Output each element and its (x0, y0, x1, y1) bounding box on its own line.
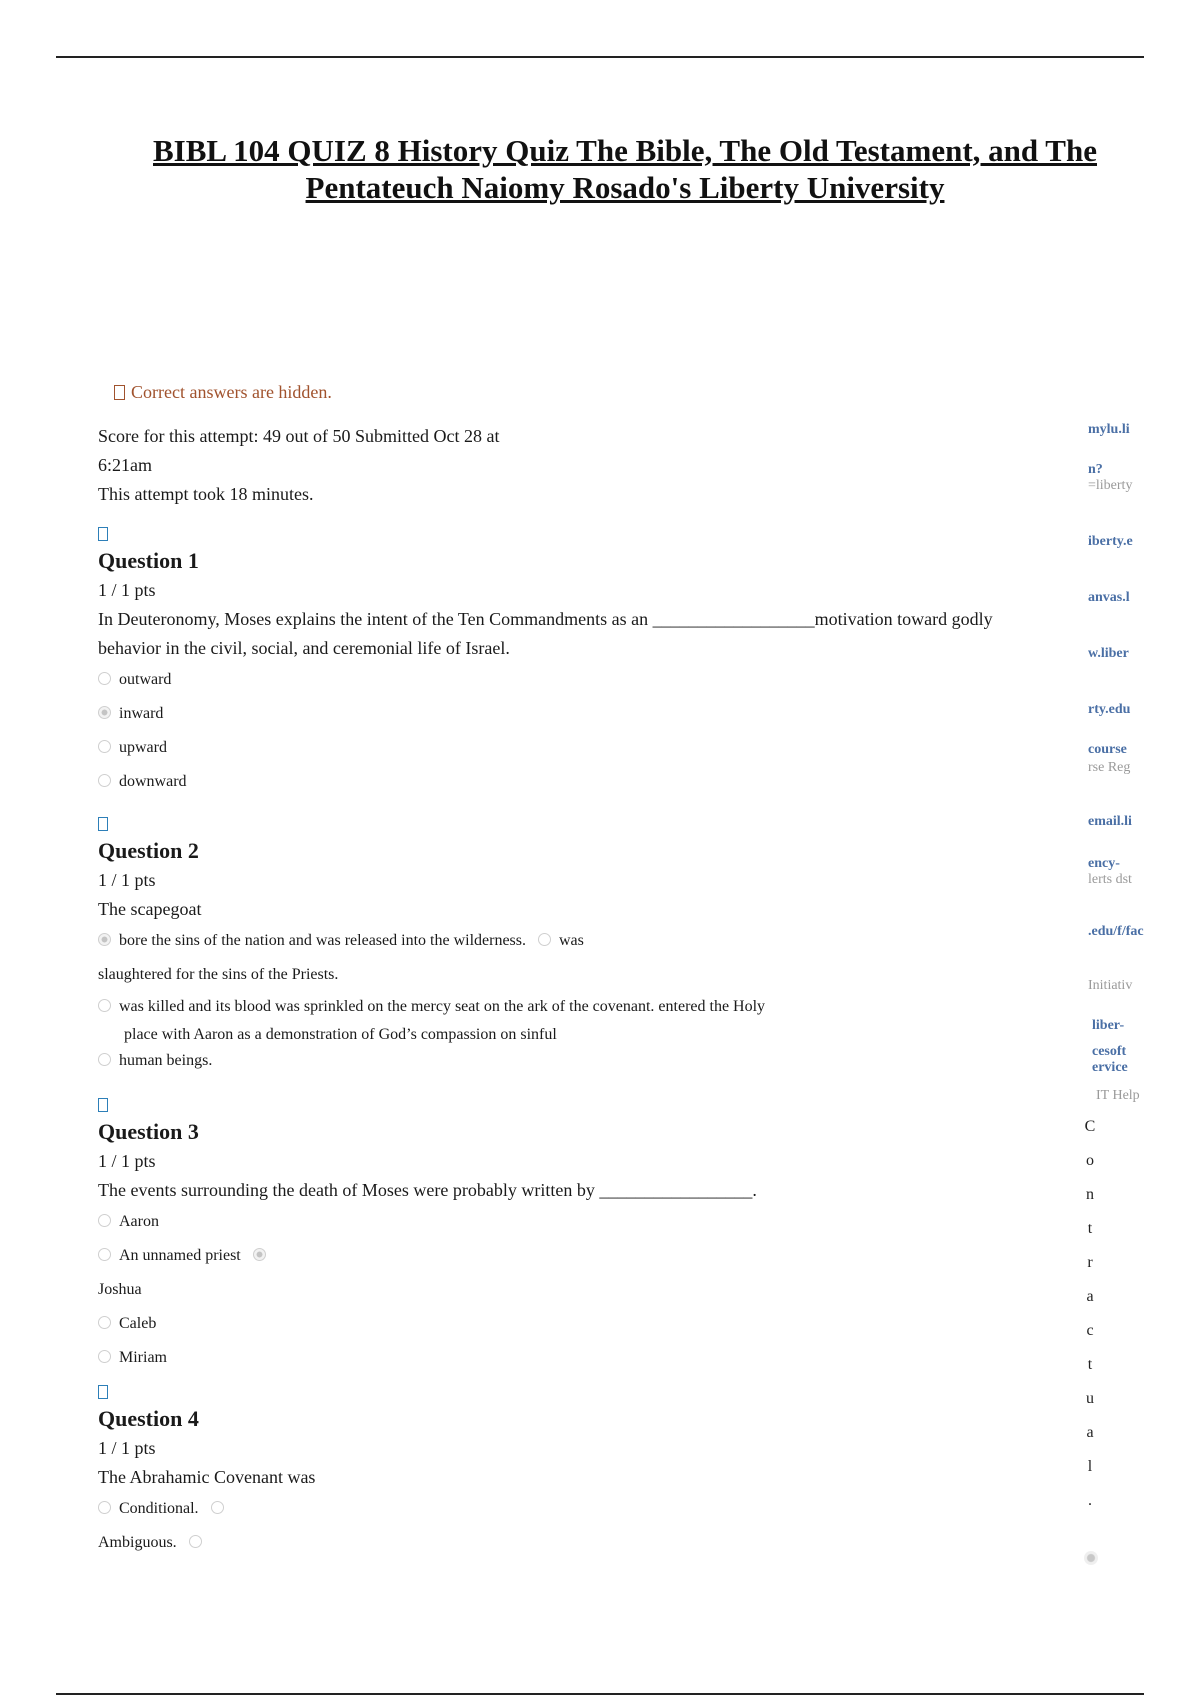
radio-button[interactable] (98, 1214, 111, 1227)
sidebar-link-text: Initiativ (1088, 978, 1133, 993)
answer-choice[interactable]: was killed and its blood was sprinkled on the mercy seat on the ark of the covenant. entered the Holy (98, 992, 998, 1022)
answer-choice-row: bore the sins of the nation and was released into the wilderness. was (98, 924, 998, 958)
question-1 (98, 527, 998, 799)
score-summary (98, 422, 998, 509)
answer-choice[interactable]: inward (98, 697, 998, 731)
sidebar-link[interactable]: rty.edu (1088, 702, 1131, 717)
answer-choice-row: Conditional. (98, 1492, 998, 1526)
radio-button[interactable] (98, 1501, 111, 1514)
question-flag-icon[interactable] (98, 1385, 108, 1399)
answer-choice-label: Joshua (98, 1281, 142, 1298)
sidebar-link-text: lerts dst (1088, 872, 1132, 887)
sidebar-link[interactable]: course (1088, 742, 1127, 757)
question-points: 1 / 1 pts (98, 1438, 156, 1458)
radio-button[interactable] (98, 1053, 111, 1066)
answer-choice-continuation: place with Aaron as a demonstration of God’s compassion on sinful (124, 1026, 557, 1043)
question-flag-icon[interactable] (98, 1098, 108, 1112)
question-title: Question 4 (98, 1406, 199, 1431)
radio-button[interactable] (98, 999, 111, 1012)
vertical-text: C o n t r a c t u a l . (1084, 1118, 1096, 1509)
question-prompt: The events surrounding the death of Moses were probably written by _________________. (98, 1180, 757, 1200)
sidebar-link[interactable]: liber- (1092, 1018, 1125, 1033)
sidebar-link[interactable]: iberty.e (1088, 534, 1133, 549)
top-rule (56, 56, 1144, 58)
question-title: Question 3 (98, 1119, 199, 1144)
sidebar-link[interactable]: w.liber (1088, 646, 1129, 661)
question-points: 1 / 1 pts (98, 1151, 156, 1171)
sidebar-link[interactable]: .edu/f/fac (1088, 924, 1144, 939)
sidebar-link-text: rse Reg (1088, 760, 1131, 775)
sidebar-link[interactable]: ency- (1088, 856, 1120, 871)
radio-button-selected[interactable] (1084, 1551, 1098, 1565)
sidebar-link-text: IT Help (1096, 1088, 1140, 1103)
answer-choice-continuation: slaughtered for the sins of the Priests. (98, 966, 339, 983)
answer-choice-row: Ambiguous. (98, 1526, 998, 1560)
question-prompt: In Deuteronomy, Moses explains the intent of the Ten Commandments as an __________________motivation toward godly behavior in the civil, social, and ceremonial life of Israel. (98, 609, 993, 658)
notice-text: Correct answers are hidden. (131, 382, 332, 402)
score-line: Score for this attempt: 49 out of 50 Submitted Oct 28 at 6:21am (98, 426, 500, 475)
sidebar-link[interactable]: ervice (1092, 1060, 1128, 1075)
document-title: BIBL 104 QUIZ 8 History Quiz The Bible, The Old Testament, and The Pentateuch Naiomy Rosado's Liberty University (153, 133, 1097, 205)
answer-choice[interactable]: Aaron (98, 1205, 998, 1239)
radio-button[interactable] (538, 933, 551, 946)
answer-choice[interactable]: upward (98, 731, 998, 765)
question-4 (98, 1385, 998, 1560)
question-3 (98, 1098, 998, 1375)
radio-button[interactable] (189, 1535, 202, 1548)
question-flag-icon[interactable] (98, 817, 108, 831)
answer-choice[interactable]: Caleb (98, 1307, 998, 1341)
quiz-content (98, 422, 998, 1560)
radio-button[interactable] (211, 1501, 224, 1514)
radio-button-selected[interactable] (98, 933, 111, 946)
question-points: 1 / 1 pts (98, 580, 156, 600)
sidebar-link-text: =liberty (1088, 478, 1133, 493)
radio-button[interactable] (98, 1316, 111, 1329)
question-title: Question 1 (98, 548, 199, 573)
bottom-rule (56, 1693, 1144, 1695)
info-icon (114, 385, 125, 400)
radio-button-selected[interactable] (253, 1248, 266, 1261)
question-title: Question 2 (98, 838, 199, 863)
answer-choice-row: An unnamed priest (98, 1239, 998, 1273)
radio-button[interactable] (98, 1350, 111, 1363)
sidebar-link[interactable]: cesoft (1092, 1044, 1127, 1059)
question-prompt: The scapegoat (98, 899, 202, 919)
radio-button[interactable] (98, 1248, 111, 1261)
answer-choice[interactable]: Miriam (98, 1341, 998, 1375)
sidebar-link[interactable]: n? (1088, 462, 1103, 477)
answer-choice[interactable]: downward (98, 765, 998, 799)
radio-button[interactable] (98, 672, 111, 685)
sidebar-link[interactable]: mylu.li (1088, 422, 1130, 437)
question-flag-icon[interactable] (98, 527, 108, 541)
question-points: 1 / 1 pts (98, 870, 156, 890)
radio-button[interactable] (98, 740, 111, 753)
duration-line: This attempt took 18 minutes. (98, 484, 314, 504)
radio-button-selected[interactable] (98, 706, 111, 719)
sidebar-link[interactable]: email.li (1088, 814, 1132, 829)
question-prompt: The Abrahamic Covenant was (98, 1467, 316, 1487)
question-2 (98, 817, 998, 1074)
answer-choice[interactable]: human beings. (98, 1048, 998, 1074)
answer-choice[interactable]: outward (98, 663, 998, 697)
answers-hidden-notice (114, 382, 332, 403)
sidebar-link[interactable]: anvas.l (1088, 590, 1130, 605)
radio-button[interactable] (98, 774, 111, 787)
